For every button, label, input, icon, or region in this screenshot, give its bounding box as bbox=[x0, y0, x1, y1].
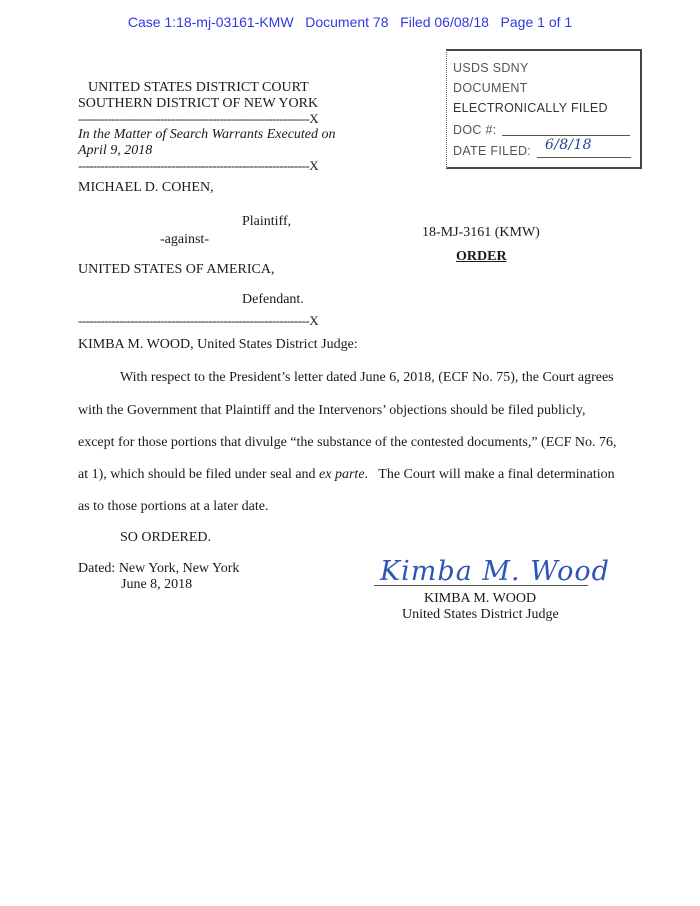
matter-title-line2: April 9, 2018 bbox=[78, 143, 153, 158]
order-paragraph-line: except for those portions that divulge “the substance of the contested documents,” (ECF No. 76, bbox=[78, 435, 617, 450]
order-paragraph-line: With respect to the President’s letter dated June 6, 2018, (ECF No. 75), the Court agrees bbox=[120, 370, 614, 385]
document-type: ORDER bbox=[456, 249, 507, 264]
matter-title-line1: In the Matter of Search Warrants Executed on bbox=[78, 127, 336, 142]
stamp-date-rule bbox=[537, 157, 631, 158]
caption-separator: --------------------------------------------------------------X bbox=[78, 313, 318, 328]
caption-separator: --------------------------------------------------------------X bbox=[78, 158, 318, 173]
order-text-segment: at 1), which should be filed under seal and bbox=[78, 467, 320, 482]
plaintiff-name: MICHAEL D. COHEN, bbox=[78, 180, 214, 195]
stamp-date-filed-label: DATE FILED: bbox=[453, 144, 532, 158]
caption-separator: --------------------------------------------------------------X bbox=[78, 111, 318, 126]
so-ordered: SO ORDERED. bbox=[120, 530, 212, 545]
order-text-segment: . The Court will make a final determination bbox=[364, 467, 615, 482]
against-label: -against- bbox=[160, 232, 209, 247]
judge-intro: KIMBA M. WOOD, United States District Judge: bbox=[78, 337, 358, 352]
defendant-role: Defendant. bbox=[242, 292, 304, 307]
stamp-electronically-filed: ELECTRONICALLY FILED bbox=[453, 101, 608, 115]
ecf-header: Case 1:18-mj-03161-KMW Document 78 Filed 06/08/18 Page 1 of 1 bbox=[127, 14, 573, 30]
plaintiff-role: Plaintiff, bbox=[242, 214, 292, 229]
stamp-date-handwritten: 6/8/18 bbox=[545, 137, 592, 153]
court-name-line2: SOUTHERN DISTRICT OF NEW YORK bbox=[78, 96, 319, 111]
stamp-doc-number-rule bbox=[502, 135, 630, 136]
court-name-line1: UNITED STATES DISTRICT COURT bbox=[88, 80, 309, 95]
defendant-name: UNITED STATES OF AMERICA, bbox=[78, 262, 275, 277]
judge-signature: Kimba M. Wood bbox=[380, 556, 610, 587]
stamp-doc-number-label: DOC #: bbox=[453, 123, 497, 137]
signer-title: United States District Judge bbox=[402, 607, 559, 622]
filing-stamp bbox=[446, 49, 642, 169]
ex-parte-term: ex parte bbox=[319, 467, 365, 482]
dated-date: June 8, 2018 bbox=[121, 577, 193, 592]
case-number: 18-MJ-3161 (KMW) bbox=[422, 225, 540, 240]
order-paragraph-line: with the Government that Plaintiff and the Intervenors’ objections should be filed publicly, bbox=[78, 403, 586, 418]
dated-location: Dated: New York, New York bbox=[78, 561, 240, 576]
signer-name: KIMBA M. WOOD bbox=[424, 591, 537, 606]
signature-line bbox=[374, 585, 588, 586]
order-paragraph-line: as to those portions at a later date. bbox=[78, 499, 269, 514]
stamp-usds: USDS SDNY bbox=[453, 61, 529, 75]
order-paragraph-line bbox=[78, 467, 615, 483]
stamp-document: DOCUMENT bbox=[453, 81, 528, 95]
